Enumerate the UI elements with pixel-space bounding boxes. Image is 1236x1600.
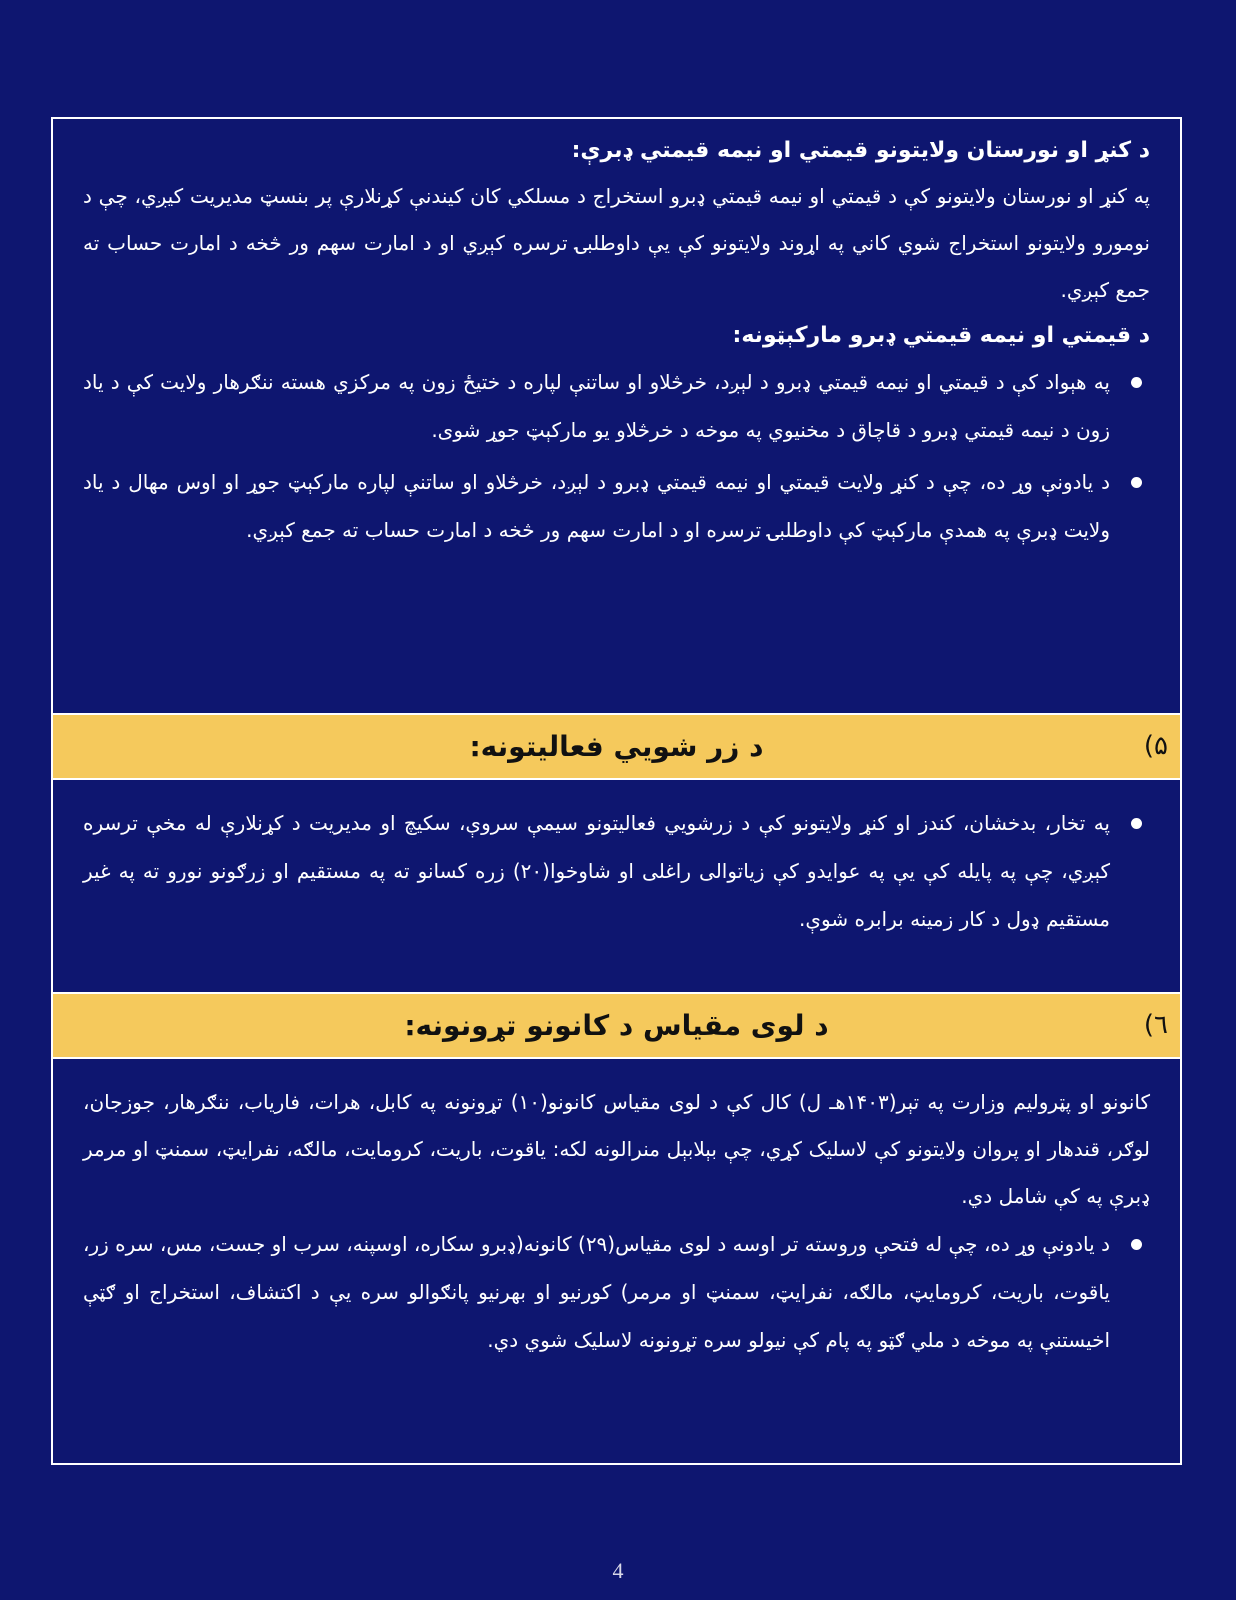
section-title: د زر شویي فعالیتونه: xyxy=(469,730,764,763)
section-large-mines xyxy=(53,1079,1180,1459)
large-mines-list xyxy=(83,1220,1150,1364)
gem-markets-list xyxy=(83,358,1150,554)
section-number: ۵) xyxy=(1143,731,1168,761)
section-gemstones xyxy=(53,129,1180,719)
list-item-text: په تخار، بدخشان، کندز او کنړ ولایتونو کې د زرشویي فعالیتونو سیمې سروې، سکیچ او مدیریت د کړنلارې له مخې ترسره کېږي، چې په پایله کې یې په عوایدو کې زیاتوالی راغلی او شاوخوا(۲۰) زره کسانو ته په مستقیم او زرګونو نورو ته په غیر مستقیم ډول د کار زمینه برابره شوې. xyxy=(83,811,1110,931)
section-gold-washing xyxy=(53,799,1180,989)
list-item-text: په هېواد کې د قیمتي او نیمه قیمتي ډبرو د لېږد، خرڅلاو او ساتنې لپاره د ختیځ زون په مرکزي هسته ننګرهار ولایت کې د یاد زون د نیمه قیمتي ډبرو د قاچاق د مخنیوي په موخه د خرڅلاو یو مارکېټ جوړ شوی. xyxy=(83,370,1110,442)
bullet-icon xyxy=(1131,377,1142,388)
list-item xyxy=(83,458,1150,554)
content-frame xyxy=(51,117,1182,1465)
heading-kunar-nuristan-gems: د کنړ او نورستان ولایتونو قیمتي او نیمه قیمتي ډبرې: xyxy=(571,138,1150,163)
bullet-icon xyxy=(1131,818,1142,829)
list-item-text: د یادونې وړ ده، چې له فتحې وروسته تر اوسه د لوی مقیاس(۲۹) کانونه(ډبرو سکاره، اوسپنه، سرب او جست، مس، سره زر، یاقوت، باریت، کرومایټ، مالګه، نفرایټ، سمنټ او مرمر) کورنیو او بهرنیو پانګوالو سره یې د اکتشاف، استخراج او ګټې اخیستنې په موخه د ملي ګټو په پام کې نیولو سره تړونونه لاسلیک شوي دي. xyxy=(83,1232,1111,1352)
section-number: ٦) xyxy=(1143,1010,1168,1040)
paragraph-kunar-nuristan: په کنړ او نورستان ولایتونو کې د قیمتي او نیمه قیمتي ډبرو استخراج د مسلکي کان کیندنې کړنلارې پر بنسټ مدیریت کیږي، چې د نومورو ولایتونو استخراج شوي کاني په اړوند ولایتونو کې یې داوطلبۍ ترسره کېږي او د امارت سهم ور څخه د امارت حساب ته جمع کېږي. xyxy=(83,184,1150,302)
paragraph-large-mines: کانونو او پټرولیم وزارت په تېر(۱۴۰۳هـ ل) کال کې د لوی مقیاس کانونو(۱۰) تړونونه په کابل، هرات، فاریاب، ننګرهار، جوزجان، لوګر، قندهار او پروان ولایتونو کې لاسلیک کړي، چې بېلابېل منرالونه لکه: یاقوت، باریت، کرومایت، مالګه، نفرایټ، سمنټ او مرمر ډبرې په کې شامل دي. xyxy=(83,1090,1150,1208)
list-item-text: د یادونې وړ ده، چې د کنړ ولایت قیمتي او نیمه قیمتي ډبرو د لېږد، خرڅلاو او ساتنې لپاره مارکېټ جوړ او اوس مهال د یاد ولایت ډبرې په همدې مارکېټ کې داوطلبۍ ترسره او د امارت سهم ور څخه د امارت حساب ته جمع کېږي. xyxy=(83,470,1110,542)
list-item xyxy=(83,1220,1150,1364)
section-title: د لوی مقیاس د کانونو تړونونه: xyxy=(404,1009,829,1042)
list-item xyxy=(83,358,1150,454)
heading-gem-markets: د قیمتي او نیمه قیمتي ډبرو مارکېټونه: xyxy=(732,323,1150,348)
list-item xyxy=(83,799,1150,943)
bullet-icon xyxy=(1131,477,1142,488)
bullet-icon xyxy=(1131,1239,1142,1250)
page-number: 4 xyxy=(612,1558,624,1583)
section-header-large-mines xyxy=(53,992,1180,1059)
section-header-gold-washing xyxy=(53,713,1180,780)
gold-washing-list xyxy=(83,799,1150,943)
